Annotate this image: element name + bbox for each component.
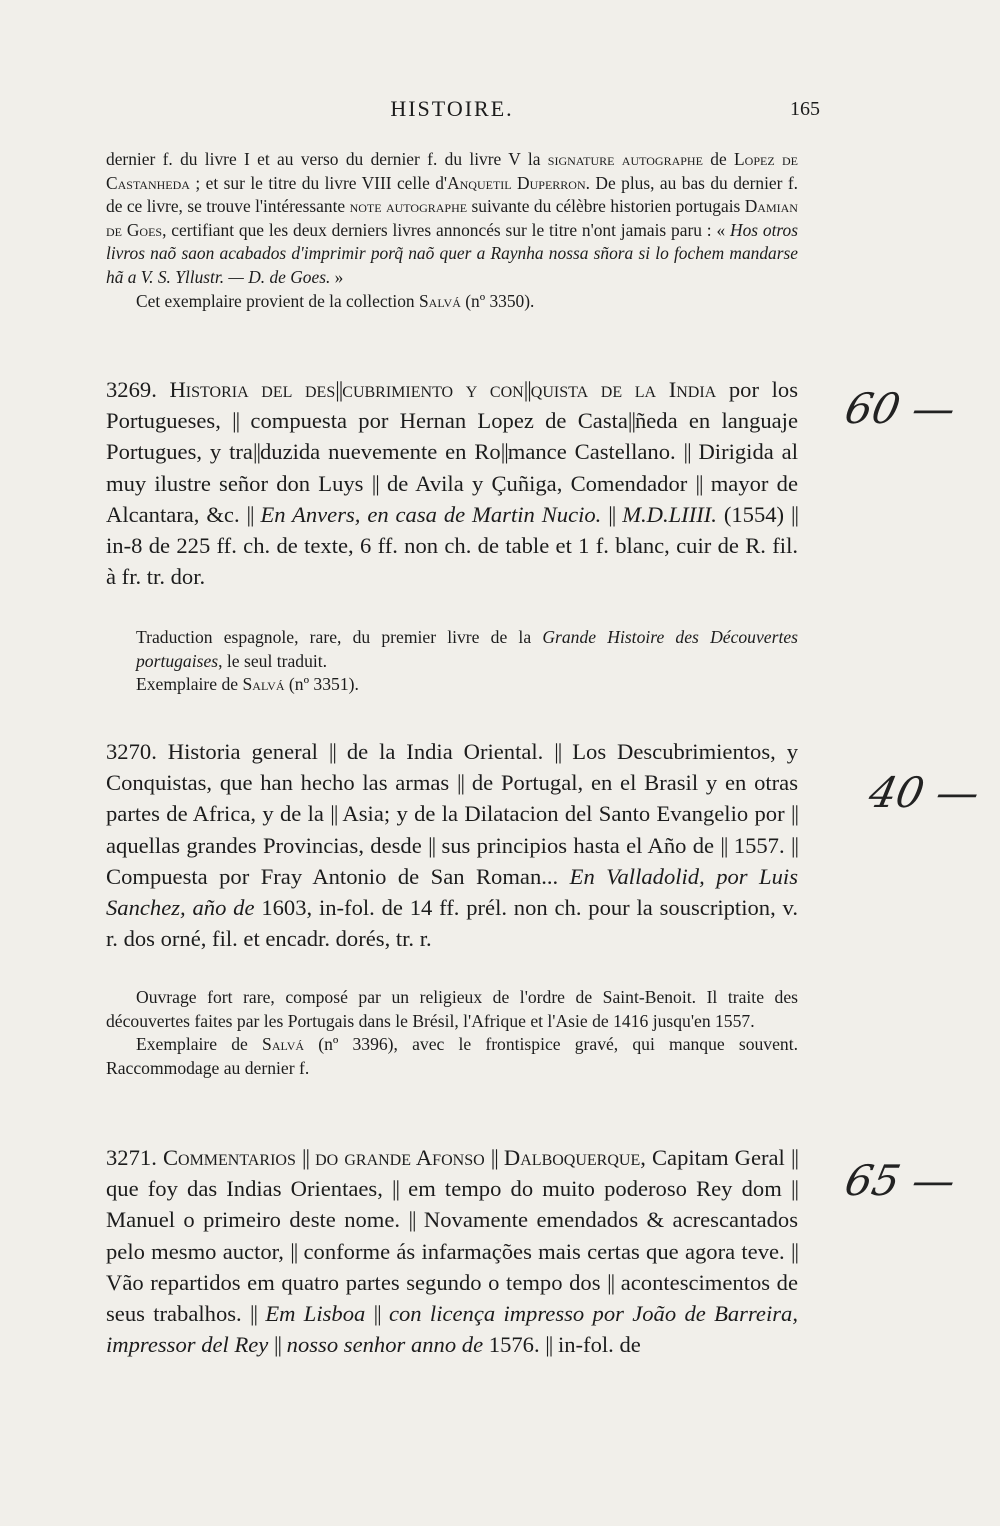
page-number: 165 [790, 98, 820, 120]
entry-3269-provenance: Exemplaire de Salvá (nº 3351). [136, 674, 359, 695]
entry-number: 3270. [106, 739, 157, 764]
continuation-paragraph [106, 148, 798, 313]
entry-3269-text: 3269. Historia del des||cubrimiento y con||quista de la India por los Portugueses, || compuesta por Hernan Lopez de Casta||ñeda en languaje Portugues, y tra||duzida nuevemente en Ro||mance Castellano. || Dirigida al muy ilustre señor don Luys || de Avila y Çuñiga, Comendador || mayor de Alcantara, &c. || En Anvers, en casa de Martin Nucio. || M.D.LIIII. (1554) || in-8 de 225 ff. ch. de texte, 6 ff. non ch. de table et 1 f. blanc, cuir de R. fil. à fr. tr. dor. [106, 377, 799, 590]
entry-3269-note: Traduction espagnole, rare, du premier livre de la Grande Histoire des Découvertes portugaises, le seul traduit. [136, 627, 798, 671]
entry-3270 [106, 736, 798, 954]
goes-quote: Hos otros livros naõ saon acabados d'imprimir porq̃ naõ quer a Raynha nossa sñora si lo fochem mandarse hã a V. S. Yllustr. — D. de Goes. [106, 219, 798, 287]
entry-3270-note: Ouvrage fort rare, composé par un religieux de l'ordre de Saint-Benoit. Il traite des découvertes faites par les Portugais dans le Brésil, l'Afrique et l'Asie de 1416 jusqu'en 1557. [106, 987, 798, 1031]
entry-3271-text: 3271. Commentarios || do grande Afonso || Dalboquerque, Capitam Geral || que foy das Indias Orientaes, || em tempo do muito poderoso Rey dom || Manuel o primeiro deste nome. || Novamente emendados & acrescantados pelo mesmo auctor, || conforme ás infarmações mais certas que agora teve. || Vão repartidos em quatro partes segundo o tempo dos || acontescimentos de seus trabalhos. || Em Lisboa || con licença impresso por João de Barreira, impressor del Rey || nosso senhor anno de 1576. || in-fol. de [106, 1145, 798, 1358]
entry-number: 3271. [106, 1145, 157, 1170]
handwritten-price-3271: 65 — [840, 1156, 961, 1205]
entry-3270-text: 3270. Historia general || de la India Oriental. || Los Descubrimientos, y Conquistas, que han hecho las armas || de Portugal, en el Brasil y en otras partes de Africa, y de la || Asia; y de la Dilatacion del Santo Evangelio por || aquellas grandes Provincias, desde || sus principios hasta el Año de || 1557. || Compuesta por Fray Antonio de San Roman... En Valladolid, por Luis Sanchez, año de 1603, in-fol. de 14 ff. prél. non ch. pour la souscription, v. r. dos orné, fil. et encadr. dorés, tr. r. [106, 739, 798, 952]
provenance-note: Cet exemplaire provient de la collection Salvá (nº 3350). [136, 290, 535, 311]
handwritten-price-3269: 60 — [840, 384, 961, 433]
entry-3270-provenance: Exemplaire de Salvá (nº 3396), avec le frontispice gravé, qui manque souvent. Raccommodage au dernier f. [106, 1034, 798, 1078]
entry-3271 [106, 1142, 798, 1360]
entry-3269-notes [136, 626, 798, 697]
entry-3270-notes [106, 986, 798, 1080]
handwritten-price-3270: 40 — [864, 768, 985, 817]
running-header [106, 96, 820, 126]
continuation-text: dernier f. du livre I et au verso du dernier f. du livre V la signature autographe de Lopez de Castanheda ; et sur le titre du livre VIII celle d'Anquetil Duperron. De plus, au bas du dernier f. de ce livre, se trouve l'intéressante note autographe suivante du célèbre historien portugais Damian de Goes, certifiant que les deux derniers livres annoncés sur le titre n'ont jamais paru : « Hos otros livros naõ saon acabados d'imprimir porq̃ naõ quer a Raynha nossa sñora si lo fochem mandarse hã a V. S. Yllustr. — D. de Goes. » [106, 149, 799, 287]
page-title: HISTOIRE. [390, 96, 514, 121]
entry-number: 3269. [106, 377, 157, 402]
entry-3269 [106, 374, 798, 592]
